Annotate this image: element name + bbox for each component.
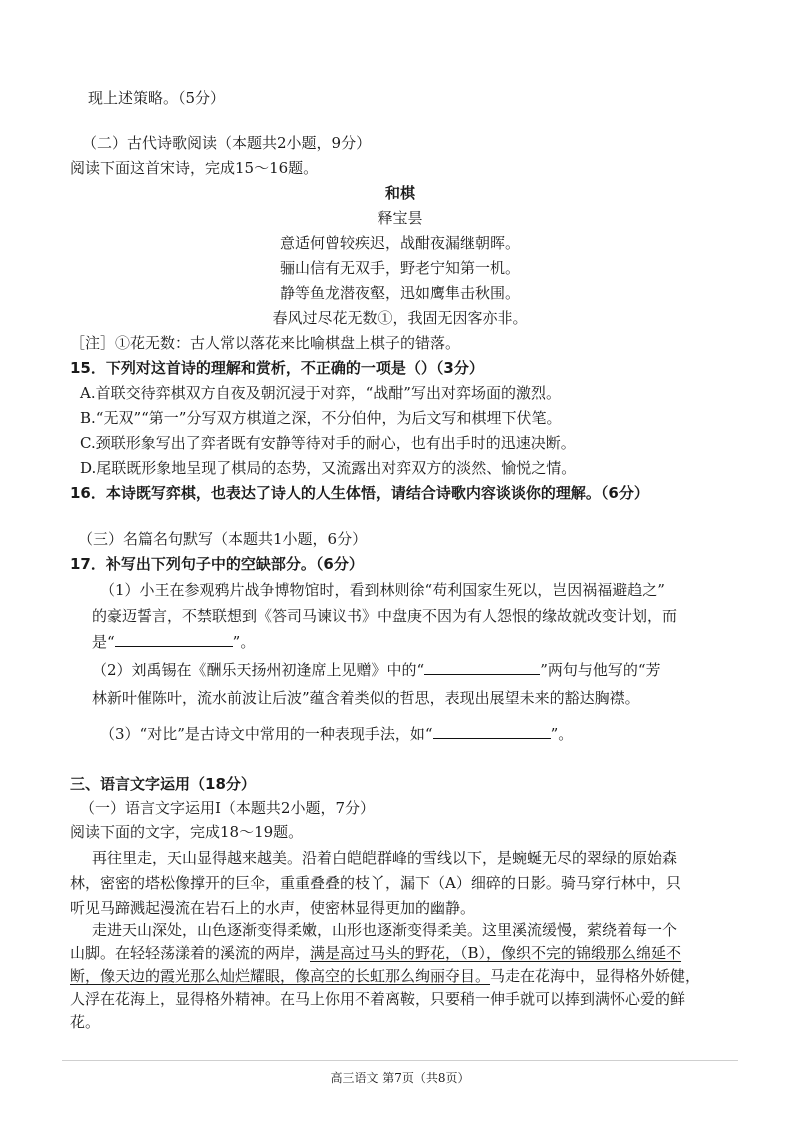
fill-blank-3[interactable] xyxy=(433,724,551,739)
continuation-text: 现上述策略。（5分） xyxy=(88,89,226,107)
q17-item2-line2: 林新叶催陈叶，流水前波让后波”蕴含着类似的哲思，表现出展望未来的豁达胸襟。 xyxy=(92,689,640,707)
poetry-section-title: （二）古代诗歌阅读（本题共2小题，9分） xyxy=(82,134,372,152)
q17-item3: （3）“对比”是古诗文中常用的一种表现手法，如“ ”。 xyxy=(100,725,574,743)
q17-item1-line2: 的豪迈誓言，不禁联想到《答司马谏议书》中盘庚不因为有人怨恨的缘故就改变计划，而 xyxy=(92,607,678,625)
poetry-instruction: 阅读下面这首宋诗，完成15～16题。 xyxy=(70,159,319,177)
footer-divider xyxy=(62,1060,738,1061)
question-17: 17．补写出下列句子中的空缺部分。（6分） xyxy=(70,555,364,573)
q17-item2-line1: （2）刘禹锡在《酬乐天扬州初逢席上见赠》中的“ ”两句与他写的“芳 xyxy=(92,661,661,679)
q17-item1-line1: （1）小王在参观鸦片战争博物馆时，看到林则徐“苟利国家生死以，岂因祸福避趋之” xyxy=(100,581,665,599)
poem-line: 意适何曾较疾迟，战酣夜漏继朝晖。 xyxy=(279,234,520,252)
passage-p2-line4: 人浮在花海上，显得格外精神。在马上你用不着离鞍，只要稍一伸手就可以捧到满怀心爱的鲜 xyxy=(70,990,686,1008)
passage-p1-line1: 再往里走，天山显得越来越美。沿着白皑皑群峰的雪线以下，是蜿蜒无尽的翠绿的原始森 xyxy=(92,849,678,867)
language-section-title: （一）语言文字运用Ⅰ（本题共2小题，7分） xyxy=(80,799,376,817)
page-footer: 高三语文 第7页（共8页） xyxy=(330,1071,470,1085)
language-instruction: 阅读下面的文字，完成18～19题。 xyxy=(70,823,304,841)
poem-title: 和棋 xyxy=(384,184,415,202)
question-15-stem: 15．下列对这首诗的理解和赏析，不正确的一项是（）（3分） xyxy=(70,359,484,377)
poem-note: ［注］①花无数：古人常以落花来比喻棋盘上棋子的错落。 xyxy=(70,334,461,352)
poem-line: 骊山信有无双手，野老宁知第一机。 xyxy=(279,259,520,277)
fill-blank-1[interactable] xyxy=(115,632,233,647)
passage-p1-line3: 听见马蹄溅起漫流在岩石上的水声，使密林显得更加的幽静。 xyxy=(70,899,476,917)
underlined-sentence: 满是高过马头的野花，（B），像织不完的锦缎那么绵延不 xyxy=(310,944,682,962)
question-16: 16．本诗既写弈棋，也表达了诗人的人生体悟，请结合诗歌内容谈谈你的理解。（6分） xyxy=(70,484,649,502)
passage-p1-line2: 林，密密的塔松像撑开的巨伞，重重叠叠的枝丫，漏下（A）细碎的日影。骑马穿行林中，只 xyxy=(70,874,681,892)
question-15-option-d: D.尾联既形象地呈现了棋局的态势，又流露出对弈双方的淡然、愉悦之情。 xyxy=(80,459,577,477)
famous-section-title: （三）名篇名句默写（本题共1小题，6分） xyxy=(78,530,368,548)
poem-line: 静等鱼龙潜夜壑，迅如鹰隼击秋围。 xyxy=(279,284,520,302)
q17-item1-line3: 是“ ”。 xyxy=(92,633,256,651)
question-15-option-b: B.“无双”“第一”分写双方棋道之深，不分伯仲，为后文写和棋埋下伏笔。 xyxy=(80,409,562,427)
poem-author: 释宝昙 xyxy=(377,209,423,227)
fill-blank-2[interactable] xyxy=(424,660,540,675)
passage-p2-line1: 走进天山深处，山色逐渐变得柔嫩，山形也逐渐变得柔美。这里溪流缓慢，萦绕着每一个 xyxy=(92,921,678,939)
passage-p2-line2: 山脚。在轻轻荡漾着的溪流的两岸，满是高过马头的野花，（B），像织不完的锦缎那么绵延不 xyxy=(70,944,682,962)
passage-p2-line5: 花。 xyxy=(70,1013,101,1031)
passage-p2-line3: 断，像天边的霞光那么灿烂耀眼，像高空的长虹那么绚丽夺目。马走在花海中，显得格外娇健， xyxy=(70,967,701,985)
part-three-title: 三、语言文字运用（18分） xyxy=(70,775,256,793)
question-15-option-a: A.首联交待弈棋双方自夜及朝沉浸于对弈，“战酣”写出对弈场面的激烈。 xyxy=(80,384,561,402)
poem-line: 春风过尽花无数①，我固无因客亦非。 xyxy=(272,309,528,327)
question-15-option-c: C.颈联形象写出了弈者既有安静等待对手的耐心，也有出手时的迅速决断。 xyxy=(80,434,576,452)
underlined-sentence: 断，像天边的霞光那么灿烂耀眼，像高空的长虹那么绚丽夺目。 xyxy=(70,967,491,985)
